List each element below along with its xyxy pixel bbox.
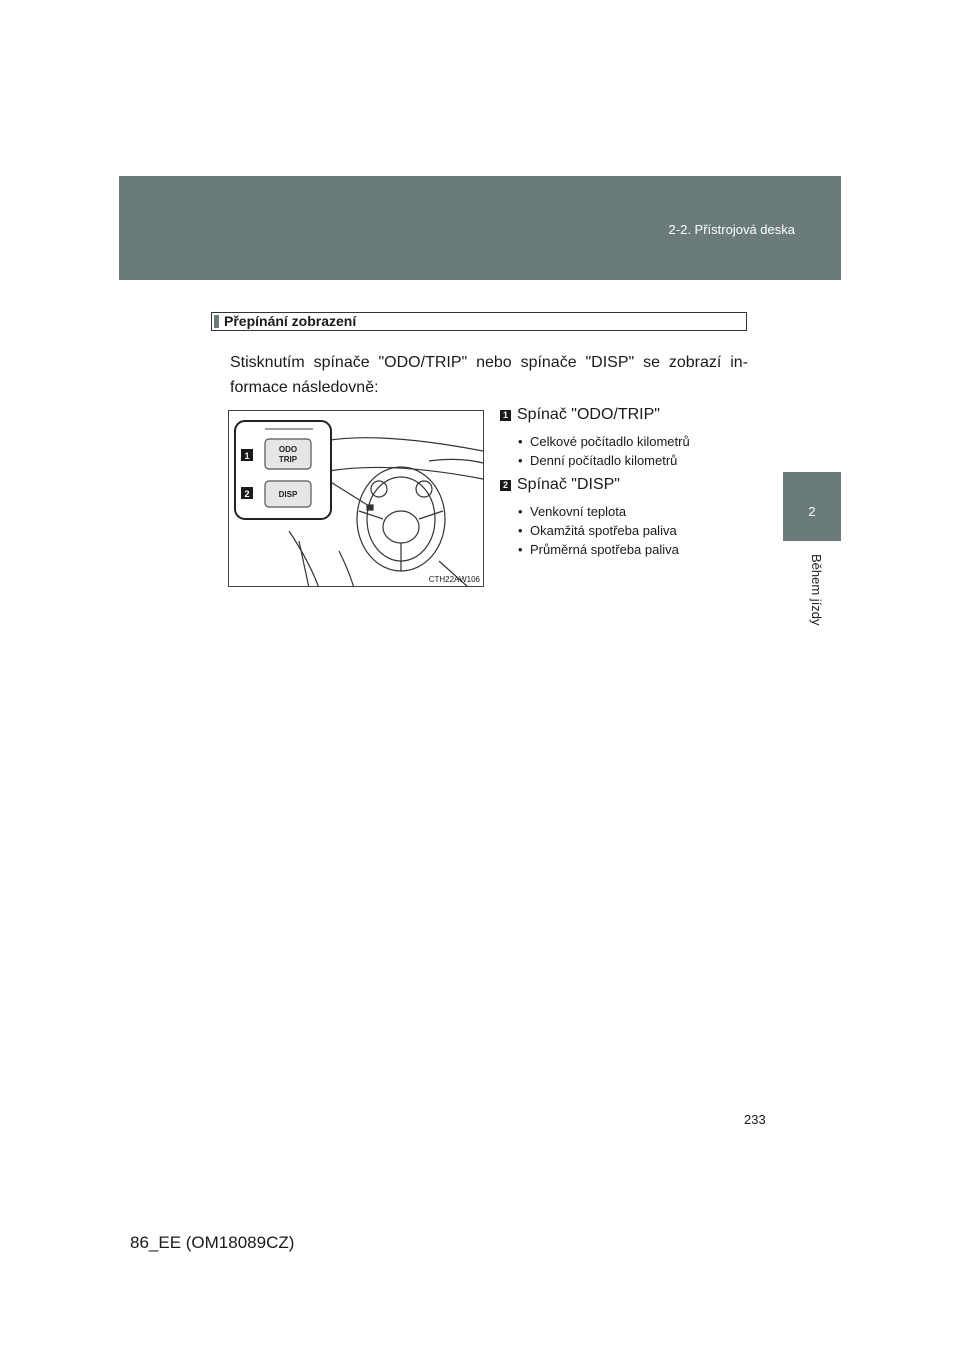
header-band [119,176,841,280]
item-number-badge: 1 [500,410,511,421]
list-item: • Okamžitá spotřeba paliva [518,521,750,540]
item-number-badge: 2 [500,480,511,491]
chapter-label: Během jízdy [809,554,824,626]
odo-button-label-1: ODO [278,445,298,454]
document-code: 86_EE (OM18089CZ) [130,1233,295,1252]
item-title: Spínač "DISP" [517,476,620,493]
intro-paragraph: Stisknutím spínače "ODO/TRIP" nebo spínače "DISP" se zobrazí in-formace následovně: [230,354,748,396]
item-disp [500,474,750,559]
item-title: Spínač "ODO/TRIP" [517,406,660,423]
dashboard-illustration [229,411,484,587]
list-item: • Venkovní teplota [518,502,750,521]
odo-button-label-2: TRIP [278,455,298,464]
list-item: • Průměrná spotřeba paliva [518,540,750,559]
callout-1: 1 [244,451,250,461]
list-item: • Celkové počítadlo kilometrů [518,432,750,451]
chapter-number: 2 [808,504,816,519]
figure-code: CTH22AW106 [428,575,480,584]
callout-2: 2 [244,489,250,499]
item-list [500,404,750,563]
page-number: 233 [744,1112,766,1127]
section-heading: Přepínání zobrazení [211,312,747,331]
list-item: • Denní počítadlo kilometrů [518,451,750,470]
chapter-tab [783,472,841,541]
header-section-title: 2-2. Přístrojová deska [668,222,795,237]
item-odo-trip [500,404,750,470]
dashboard-figure [228,410,484,587]
disp-button-label: DISP [278,490,298,499]
